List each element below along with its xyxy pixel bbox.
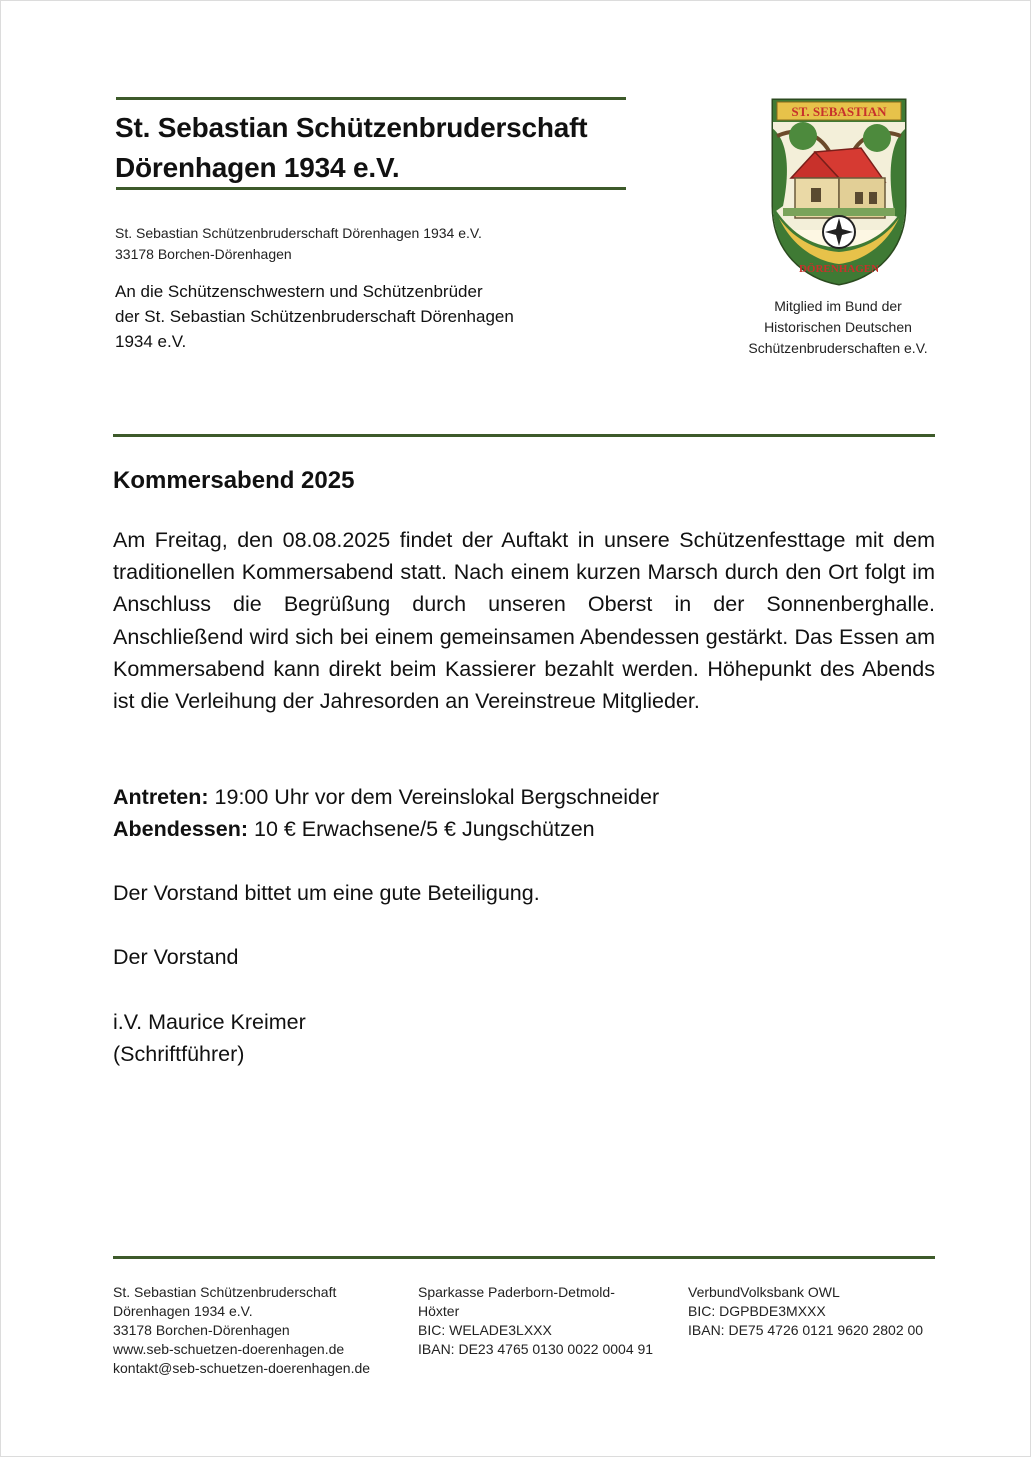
membership-line2: Historischen Deutschen bbox=[764, 319, 912, 335]
footer-bank-iban: IBAN: DE23 4765 0130 0022 0004 91 bbox=[418, 1341, 654, 1357]
assembly-time-row bbox=[113, 781, 659, 813]
letter-body-paragraph: Am Freitag, den 08.08.2025 findet der Auftakt in unsere Schützenfesttage mit dem traditionellen Kommersabend statt. Nach einem kurzen Marsch durch den Ort folgt im Anschluss die Begrüßung durch unseren Oberst in der Sonnenberghalle. Anschließend wird sich bei einem gemeinsamen Abendessen gestärkt. Das Essen am Kommersabend kann direkt beim Kassierer bezahlt werden. Höhepunkt des Abends ist die Verleihung der Jahresorden an Vereinstreue Mitglieder. bbox=[113, 528, 935, 714]
signer-name: i.V. Maurice Kreimer bbox=[113, 1010, 306, 1034]
dinner-value: 10 € Erwachsene/5 € Jungschützen bbox=[248, 817, 595, 841]
footer-bank-line: Höxter bbox=[418, 1303, 460, 1319]
dinner-price-row bbox=[113, 813, 659, 845]
footer-club-line: 33178 Borchen-Dörenhagen bbox=[113, 1322, 290, 1338]
assembly-label: Antreten: bbox=[113, 785, 209, 809]
club-title-line2: Dörenhagen 1934 e.V. bbox=[115, 152, 400, 183]
recipient-line1: An die Schützenschwestern und Schützenbrüder bbox=[115, 282, 483, 301]
footer-bank-bic: BIC: DGPBDE3MXXX bbox=[688, 1303, 826, 1319]
signer-role: (Schriftführer) bbox=[113, 1042, 245, 1066]
sender-line2: 33178 Borchen-Dörenhagen bbox=[115, 246, 292, 262]
membership-note bbox=[728, 296, 948, 359]
recipient-address bbox=[115, 279, 514, 354]
footer-website: www.seb-schuetzen-doerenhagen.de bbox=[113, 1341, 345, 1357]
sender-line1: St. Sebastian Schützenbruderschaft Dörenhagen 1934 e.V. bbox=[115, 225, 482, 241]
club-title bbox=[115, 108, 675, 188]
footer-bank-line: VerbundVolksbank OWL bbox=[688, 1284, 840, 1300]
assembly-value: 19:00 Uhr vor dem Vereinslokal Bergschneider bbox=[208, 785, 660, 809]
recipient-line3: 1934 e.V. bbox=[115, 332, 187, 351]
footer-bank-iban: IBAN: DE75 4726 0121 9620 2802 00 bbox=[688, 1322, 924, 1338]
crest-top-text: ST. SEBASTIAN bbox=[791, 104, 887, 119]
footer-club-info bbox=[113, 1283, 370, 1378]
dinner-label: Abendessen: bbox=[113, 817, 249, 841]
crest-bottom-text: DÖRENHAGEN bbox=[798, 263, 880, 275]
letter-subject: Kommersabend 2025 bbox=[113, 467, 355, 494]
signoff: Der Vorstand bbox=[113, 945, 239, 969]
footer-bank-bic: BIC: WELADE3LXXX bbox=[418, 1322, 552, 1338]
footer-club-line: Dörenhagen 1934 e.V. bbox=[113, 1303, 253, 1319]
footer-bank-volksbank bbox=[688, 1283, 923, 1340]
signature-block bbox=[113, 1006, 306, 1070]
closing-line: Der Vorstand bittet um eine gute Beteiligung. bbox=[113, 881, 540, 905]
footer-bank-line: Sparkasse Paderborn-Detmold- bbox=[418, 1284, 615, 1300]
header-divider bbox=[113, 434, 935, 437]
footer-email: kontakt@seb-schuetzen-doerenhagen.de bbox=[113, 1360, 371, 1376]
footer-club-line: St. Sebastian Schützenbruderschaft bbox=[113, 1284, 337, 1300]
footer-bank-sparkasse bbox=[418, 1283, 653, 1359]
membership-line3: Schützenbruderschaften e.V. bbox=[748, 340, 928, 356]
event-details bbox=[113, 781, 659, 845]
footer-divider bbox=[113, 1256, 935, 1259]
club-title-line1: St. Sebastian Schützenbruderschaft bbox=[115, 112, 588, 143]
sender-address bbox=[115, 223, 482, 265]
title-top-rule bbox=[116, 97, 626, 100]
club-crest-logo bbox=[769, 96, 909, 286]
letter-body bbox=[113, 524, 935, 717]
membership-line1: Mitglied im Bund der bbox=[774, 298, 902, 314]
recipient-line2: der St. Sebastian Schützenbruderschaft Dörenhagen bbox=[115, 307, 514, 326]
